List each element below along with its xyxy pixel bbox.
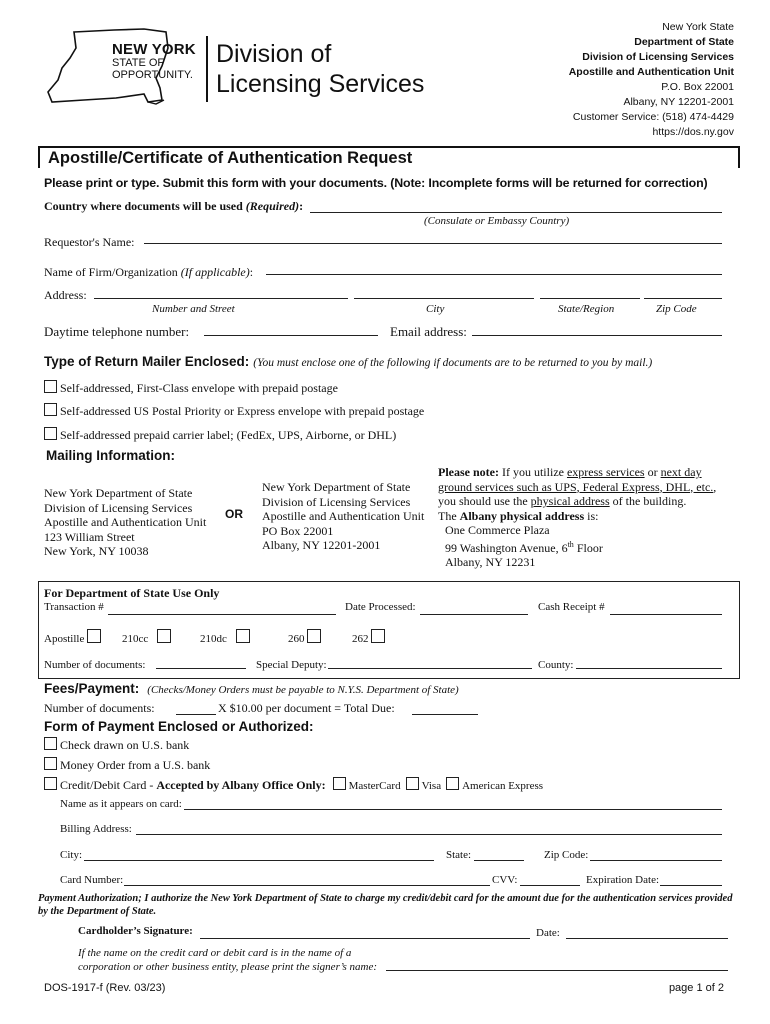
email-input[interactable] xyxy=(472,335,722,336)
total-due-input[interactable] xyxy=(412,714,478,715)
ny-line2: STATE OF xyxy=(112,57,165,69)
corp-note-line: corporation or other business entity, please print the signer’s name: xyxy=(78,961,378,973)
office-num-docs-label: Number of documents: xyxy=(44,659,146,671)
fees-heading-row xyxy=(44,680,459,698)
billing-city-input[interactable] xyxy=(84,860,434,861)
mastercard-checkbox[interactable] xyxy=(333,777,346,790)
state-label: State: xyxy=(446,849,472,861)
address-line: New York Department of State xyxy=(44,486,193,500)
address-line: PO Box 22001 xyxy=(262,523,334,538)
address-sub-zip: Zip Code xyxy=(656,303,697,315)
albany-address xyxy=(262,480,424,553)
payment-heading: Form of Payment Enclosed or Authorized: xyxy=(44,719,314,734)
mailing-heading: Mailing Information: xyxy=(46,448,175,463)
office-checkbox[interactable] xyxy=(236,629,250,643)
fees-note: (Checks/Money Orders must be payable to N.Y.S. Department of State) xyxy=(147,684,459,696)
sig-date-label: Date: xyxy=(536,927,560,939)
payment-option-money-order: Money Order from a U.S. bank xyxy=(44,757,210,773)
zip-input[interactable] xyxy=(644,298,722,299)
transaction-label: Transaction # xyxy=(44,601,104,613)
address-line: Albany, NY 12201-2001 xyxy=(262,538,381,552)
country-input[interactable] xyxy=(310,212,722,213)
cvv-input[interactable] xyxy=(520,885,580,886)
or-label: OR xyxy=(225,507,243,521)
address-sub-street: Number and Street xyxy=(152,303,235,315)
firm-input[interactable] xyxy=(266,274,722,275)
fees-num-docs-label: Number of documents: xyxy=(44,701,155,715)
ny-line3: OPPORTUNITY. xyxy=(112,69,193,81)
special-deputy-label: Special Deputy: xyxy=(256,659,327,671)
office-box-262: 262 xyxy=(352,629,388,645)
ny-line1: NEW YORK xyxy=(112,41,196,58)
date-processed-input[interactable] xyxy=(420,614,528,615)
agency-line: New York State xyxy=(662,21,734,33)
office-checkbox[interactable] xyxy=(307,629,321,643)
visa-checkbox[interactable] xyxy=(406,777,419,790)
mailer-checkbox[interactable] xyxy=(44,403,57,416)
payment-option-credit: Credit/Debit Card - Accepted by Albany Office Only: MasterCard Visa American Express xyxy=(44,777,543,793)
payment-checkbox[interactable] xyxy=(44,737,57,750)
mailer-heading-row xyxy=(44,353,652,371)
office-checkbox[interactable] xyxy=(87,629,101,643)
division-line1: Division of xyxy=(216,40,332,68)
address-line: Apostille and Authentication Unit xyxy=(44,515,207,529)
address-sub-city: City xyxy=(426,303,445,315)
office-box-210cc: 210cc xyxy=(122,629,174,645)
nyc-address xyxy=(44,486,206,559)
office-num-docs-input[interactable] xyxy=(156,668,246,669)
corp-note-line: If the name on the credit card or debit card is in the name of a xyxy=(78,947,352,959)
mailer-checkbox[interactable] xyxy=(44,380,57,393)
billing-address-input[interactable] xyxy=(136,834,722,835)
fees-heading: Fees/Payment: xyxy=(44,681,140,696)
sig-date-input[interactable] xyxy=(566,938,728,939)
signer-name-input[interactable] xyxy=(386,970,728,971)
office-box-apostille: Apostille xyxy=(44,629,104,645)
office-use-heading: For Department of State Use Only xyxy=(44,586,220,600)
phone-input[interactable] xyxy=(204,335,378,336)
express-note: Please note: If you utilize express services or next day ground services such as UPS, Federal Express, DHL, etc., you should use the physical address of the building. The Albany physical address is: One Commerce Plaza 99 Washington Avenue, 6th Floor Albany, NY 12231 xyxy=(438,465,717,569)
address-sub-state: State/Region xyxy=(558,303,615,315)
mailer-option: Self-addressed, First-Class envelope with prepaid postage xyxy=(44,380,338,396)
expiration-label: Expiration Date: xyxy=(586,874,660,886)
city-label: City: xyxy=(60,849,83,861)
billing-zip-input[interactable] xyxy=(590,860,722,861)
agency-line: https://dos.ny.gov xyxy=(652,126,734,138)
address-label: Address: xyxy=(44,288,87,302)
agency-line: Albany, NY 12201-2001 xyxy=(623,96,734,108)
county-input[interactable] xyxy=(576,668,722,669)
form-title: Apostille/Certificate of Authentication Request xyxy=(48,149,413,167)
mailer-option: Self-addressed prepaid carrier label; (FedEx, UPS, Airborne, or DHL) xyxy=(44,427,396,443)
signature-label: Cardholder’s Signature: xyxy=(78,925,193,937)
street-input[interactable] xyxy=(94,298,348,299)
agency-line: P.O. Box 22001 xyxy=(661,81,734,93)
phone-label: Daytime telephone number: xyxy=(44,324,190,339)
name-on-card-input[interactable] xyxy=(184,809,722,810)
firm-label: Name of Firm/Organization (If applicable): xyxy=(44,265,254,279)
title-rule-right xyxy=(738,146,740,168)
mailer-option: Self-addressed US Postal Priority or Express envelope with prepaid postage xyxy=(44,403,424,419)
card-number-label: Card Number: xyxy=(60,874,124,886)
address-line: 123 William Street xyxy=(44,529,135,544)
page-number: page 1 of 2 xyxy=(668,982,724,994)
payment-checkbox[interactable] xyxy=(44,777,57,790)
country-label: Country where documents will be used (Required): xyxy=(44,199,304,213)
fees-num-docs-input[interactable] xyxy=(176,714,216,715)
logo-divider xyxy=(206,36,208,102)
address-line: Division of Licensing Services xyxy=(262,494,411,509)
date-processed-label: Date Processed: xyxy=(345,601,416,613)
country-sub: (Consulate or Embassy Country) xyxy=(424,215,570,227)
agency-line: Customer Service: (518) 474-4429 xyxy=(572,111,734,123)
agency-line: Apostille and Authentication Unit xyxy=(568,66,734,78)
state-input[interactable] xyxy=(540,298,640,299)
cvv-label: CVV: xyxy=(492,874,518,886)
special-deputy-input[interactable] xyxy=(328,668,532,669)
payment-checkbox[interactable] xyxy=(44,757,57,770)
county-label: County: xyxy=(538,659,574,671)
zip-label: Zip Code: xyxy=(544,849,589,861)
form-id: DOS-1917-f (Rev. 03/23) xyxy=(44,982,166,994)
division-line2: Licensing Services xyxy=(216,70,425,98)
cash-receipt-label: Cash Receipt # xyxy=(538,601,605,613)
agency-line: Division of Licensing Services xyxy=(582,51,734,63)
office-checkbox[interactable] xyxy=(371,629,385,643)
amex-checkbox[interactable] xyxy=(446,777,459,790)
billing-address-label: Billing Address: xyxy=(60,823,132,835)
agency-line: Department of State xyxy=(634,36,734,48)
mailer-checkbox[interactable] xyxy=(44,427,57,440)
corp-note xyxy=(78,946,377,974)
instructions: Please print or type. Submit this form with your documents. (Note: Incomplete forms will be returned for correction) xyxy=(44,176,708,190)
name-on-card-label: Name as it appears on card: xyxy=(60,798,182,810)
city-input[interactable] xyxy=(354,298,534,299)
office-checkbox[interactable] xyxy=(157,629,171,643)
mailer-heading: Type of Return Mailer Enclosed: xyxy=(44,354,250,369)
payment-option-check: Check drawn on U.S. bank xyxy=(44,737,189,753)
cash-receipt-input[interactable] xyxy=(610,614,722,615)
per-doc-label: X $10.00 per document = Total Due: xyxy=(218,701,395,715)
address-line: Division of Licensing Services xyxy=(44,500,193,515)
mailer-note: (You must enclose one of the following if documents are to be returned to you by mail.) xyxy=(253,357,653,369)
requestor-input[interactable] xyxy=(144,243,722,244)
address-line: New York, NY 10038 xyxy=(44,544,149,558)
title-rule-left xyxy=(38,146,40,168)
billing-state-input[interactable] xyxy=(474,860,524,861)
expiration-input[interactable] xyxy=(660,885,722,886)
requestor-label: Requestor's Name: xyxy=(44,235,135,249)
office-box-210dc: 210dc xyxy=(200,629,253,645)
agency-address xyxy=(474,20,734,140)
address-line: New York Department of State xyxy=(262,480,411,494)
office-box-260: 260 xyxy=(288,629,324,645)
card-number-input[interactable] xyxy=(124,885,490,886)
title-rule xyxy=(38,146,740,148)
email-label: Email address: xyxy=(390,324,467,339)
payment-authorization: Payment Authorization; I authorize the New York Department of State to charge my credit/debit card for the amount due for the authentication services provided by the Department of State. xyxy=(38,893,733,917)
address-line: Apostille and Authentication Unit xyxy=(262,509,425,523)
transaction-input[interactable] xyxy=(108,614,336,615)
signature-input[interactable] xyxy=(200,938,530,939)
